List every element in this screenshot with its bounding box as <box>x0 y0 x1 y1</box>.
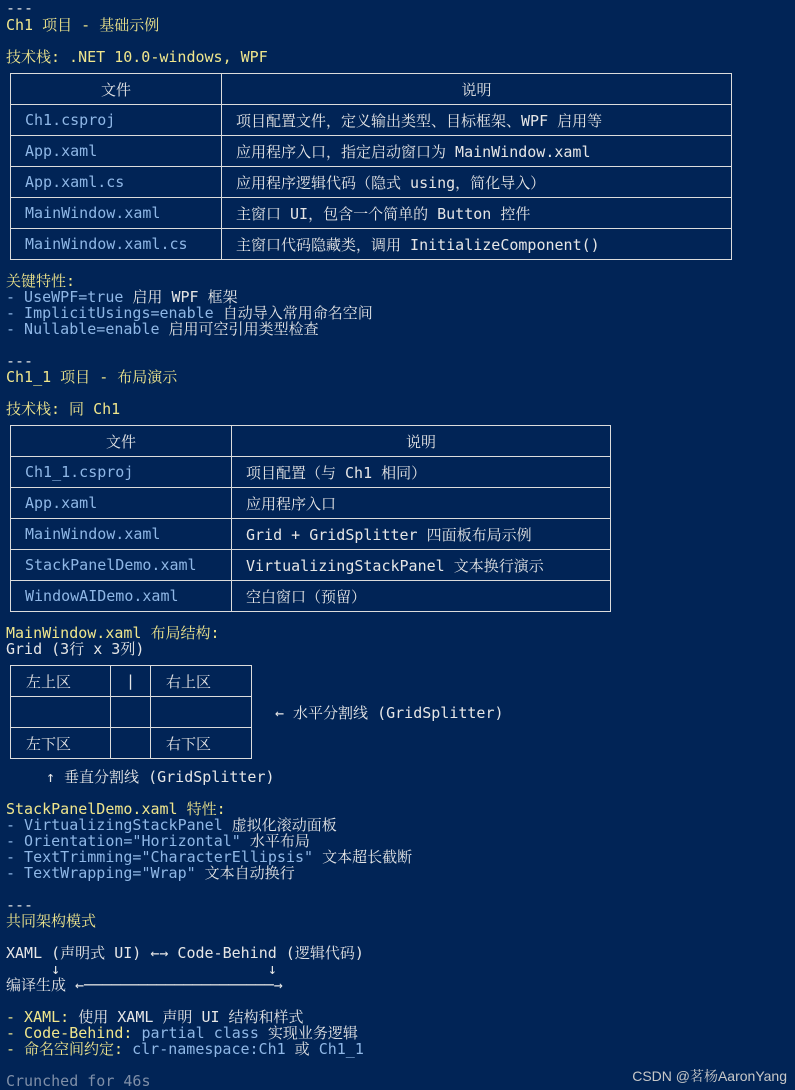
file-cell: App.xaml <box>11 136 222 167</box>
desc-cell: 项目配置（与 Ch1 相同） <box>232 457 611 488</box>
desc-cell: Grid + GridSplitter 四面板布局示例 <box>232 519 611 550</box>
file-cell: App.xaml.cs <box>11 167 222 198</box>
feature-code: - Orientation="Horizontal" <box>6 832 241 850</box>
ch1-1-file-table <box>10 425 611 612</box>
stackpanel-title: StackPanelDemo.xaml 特性: <box>6 800 226 818</box>
table-row <box>11 550 611 581</box>
cell-top-right: 右上区 <box>151 666 252 697</box>
desc-cell: 应用程序入口，指定启动窗口为 MainWindow.xaml <box>222 136 732 167</box>
feature-line <box>6 289 238 305</box>
table-header-row <box>11 74 732 105</box>
architecture-line: XAML (声明式 UI) ←→ Code-Behind (逻辑代码) <box>6 944 364 962</box>
table-row <box>11 229 732 260</box>
table-row <box>11 136 732 167</box>
rule-3: --- <box>6 896 34 914</box>
section-title-ch1-1: Ch1_1 项目 - 布局演示 <box>6 368 178 386</box>
cell-empty <box>111 728 151 759</box>
feature-code: - TextWrapping="Wrap" <box>6 864 196 882</box>
desc-cell: 主窗口 UI，包含一个简单的 Button 控件 <box>222 198 732 229</box>
file-cell: MainWindow.xaml.cs <box>11 229 222 260</box>
feature-line <box>6 305 373 321</box>
feature-code: - VirtualizingStackPanel <box>6 816 223 834</box>
feature-text: 自动导入常用命名空间 <box>213 304 373 322</box>
cell-empty <box>151 697 252 728</box>
stackpanel-feature <box>6 833 310 849</box>
desc-cell: 应用程序逻辑代码（隐式 using，简化导入） <box>222 167 732 198</box>
stackpanel-feature <box>6 817 337 833</box>
section-title-architecture: 共同架构模式 <box>6 912 97 930</box>
architecture-point <box>6 1041 364 1057</box>
table-row <box>11 198 732 229</box>
table-row <box>11 519 611 550</box>
ch1-file-table <box>10 73 732 260</box>
status-crunched: Crunched for 46s <box>6 1072 151 1090</box>
vertical-splitter-label: ↑ 垂直分割线 (GridSplitter) <box>46 768 275 786</box>
compile-line: 编译生成 ←─────────────────────→ <box>6 976 283 994</box>
cell-empty <box>11 697 111 728</box>
file-cell: MainWindow.xaml <box>11 519 232 550</box>
file-cell: Ch1_1.csproj <box>11 457 232 488</box>
table-row <box>11 581 611 612</box>
table-row <box>11 105 732 136</box>
feature-text: 文本超长截断 <box>313 848 413 866</box>
cell-bottom-right: 右下区 <box>151 728 252 759</box>
feature-text: 文本自动换行 <box>195 864 295 882</box>
layout-title: MainWindow.xaml 布局结构: <box>6 624 220 642</box>
diagram-row <box>11 666 252 697</box>
section-title-ch1: Ch1 项目 - 基础示例 <box>6 16 160 34</box>
feature-text: 虚拟化滚动面板 <box>222 816 337 834</box>
file-cell: WindowAIDemo.xaml <box>11 581 232 612</box>
rule-1: --- <box>6 0 34 17</box>
header-file: 文件 <box>11 426 232 457</box>
rule-2: --- <box>6 352 34 370</box>
tech-stack-ch1-1: 技术栈: 同 Ch1 <box>6 400 121 418</box>
architecture-point <box>6 1025 358 1041</box>
watermark: CSDN @茗杨AaronYang <box>632 1068 787 1084</box>
feature-text: 启用可空引用类型检查 <box>159 320 319 338</box>
point-code: clr-namespace:Ch1 <box>123 1040 286 1058</box>
header-file: 文件 <box>11 74 222 105</box>
feature-code: - Nullable=enable <box>6 320 160 338</box>
point-code: partial class <box>132 1024 259 1042</box>
point-label: - XAML: <box>6 1008 70 1026</box>
file-cell: MainWindow.xaml <box>11 198 222 229</box>
cell-splitter: | <box>111 666 151 697</box>
header-desc: 说明 <box>232 426 611 457</box>
stackpanel-feature <box>6 849 412 865</box>
desc-cell: 项目配置文件，定义输出类型、目标框架、WPF 启用等 <box>222 105 732 136</box>
table-header-row <box>11 426 611 457</box>
desc-cell: 应用程序入口 <box>232 488 611 519</box>
table-row <box>11 488 611 519</box>
point-label: - Code-Behind: <box>6 1024 133 1042</box>
diagram-row <box>11 728 252 759</box>
tech-stack-ch1: 技术栈: .NET 10.0-windows, WPF <box>6 48 268 66</box>
point-code: Ch1_1 <box>318 1040 364 1058</box>
desc-cell: 主窗口代码隐藏类，调用 InitializeComponent() <box>222 229 732 260</box>
feature-text: 水平布局 <box>240 832 310 850</box>
table-row <box>11 457 611 488</box>
feature-text: 启用 WPF 框架 <box>123 288 238 306</box>
horizontal-splitter-label: ← 水平分割线 (GridSplitter) <box>275 704 504 722</box>
file-cell: Ch1.csproj <box>11 105 222 136</box>
cell-top-left: 左上区 <box>11 666 111 697</box>
feature-code: - UseWPF=true <box>6 288 124 306</box>
desc-cell: 空白窗口（预留） <box>232 581 611 612</box>
cell-bottom-left: 左下区 <box>11 728 111 759</box>
feature-line <box>6 321 319 337</box>
point-text: 或 <box>285 1040 319 1058</box>
architecture-point <box>6 1009 304 1025</box>
architecture-arrows: ↓ ↓ <box>6 960 277 978</box>
point-text: 实现业务逻辑 <box>258 1024 358 1042</box>
file-cell: StackPanelDemo.xaml <box>11 550 232 581</box>
table-row <box>11 167 732 198</box>
features-title: 关键特性: <box>6 272 76 290</box>
stackpanel-feature <box>6 865 295 881</box>
header-desc: 说明 <box>222 74 732 105</box>
point-label: - 命名空间约定: <box>6 1040 124 1058</box>
feature-code: - TextTrimming="CharacterEllipsis" <box>6 848 314 866</box>
diagram-row <box>11 697 252 728</box>
grid-description: Grid (3行 x 3列) <box>6 640 145 658</box>
grid-layout-diagram <box>10 665 252 759</box>
desc-cell: VirtualizingStackPanel 文本换行演示 <box>232 550 611 581</box>
cell-empty <box>111 697 151 728</box>
file-cell: App.xaml <box>11 488 232 519</box>
feature-code: - ImplicitUsings=enable <box>6 304 214 322</box>
point-text: 使用 XAML 声明 UI 结构和样式 <box>69 1008 304 1026</box>
